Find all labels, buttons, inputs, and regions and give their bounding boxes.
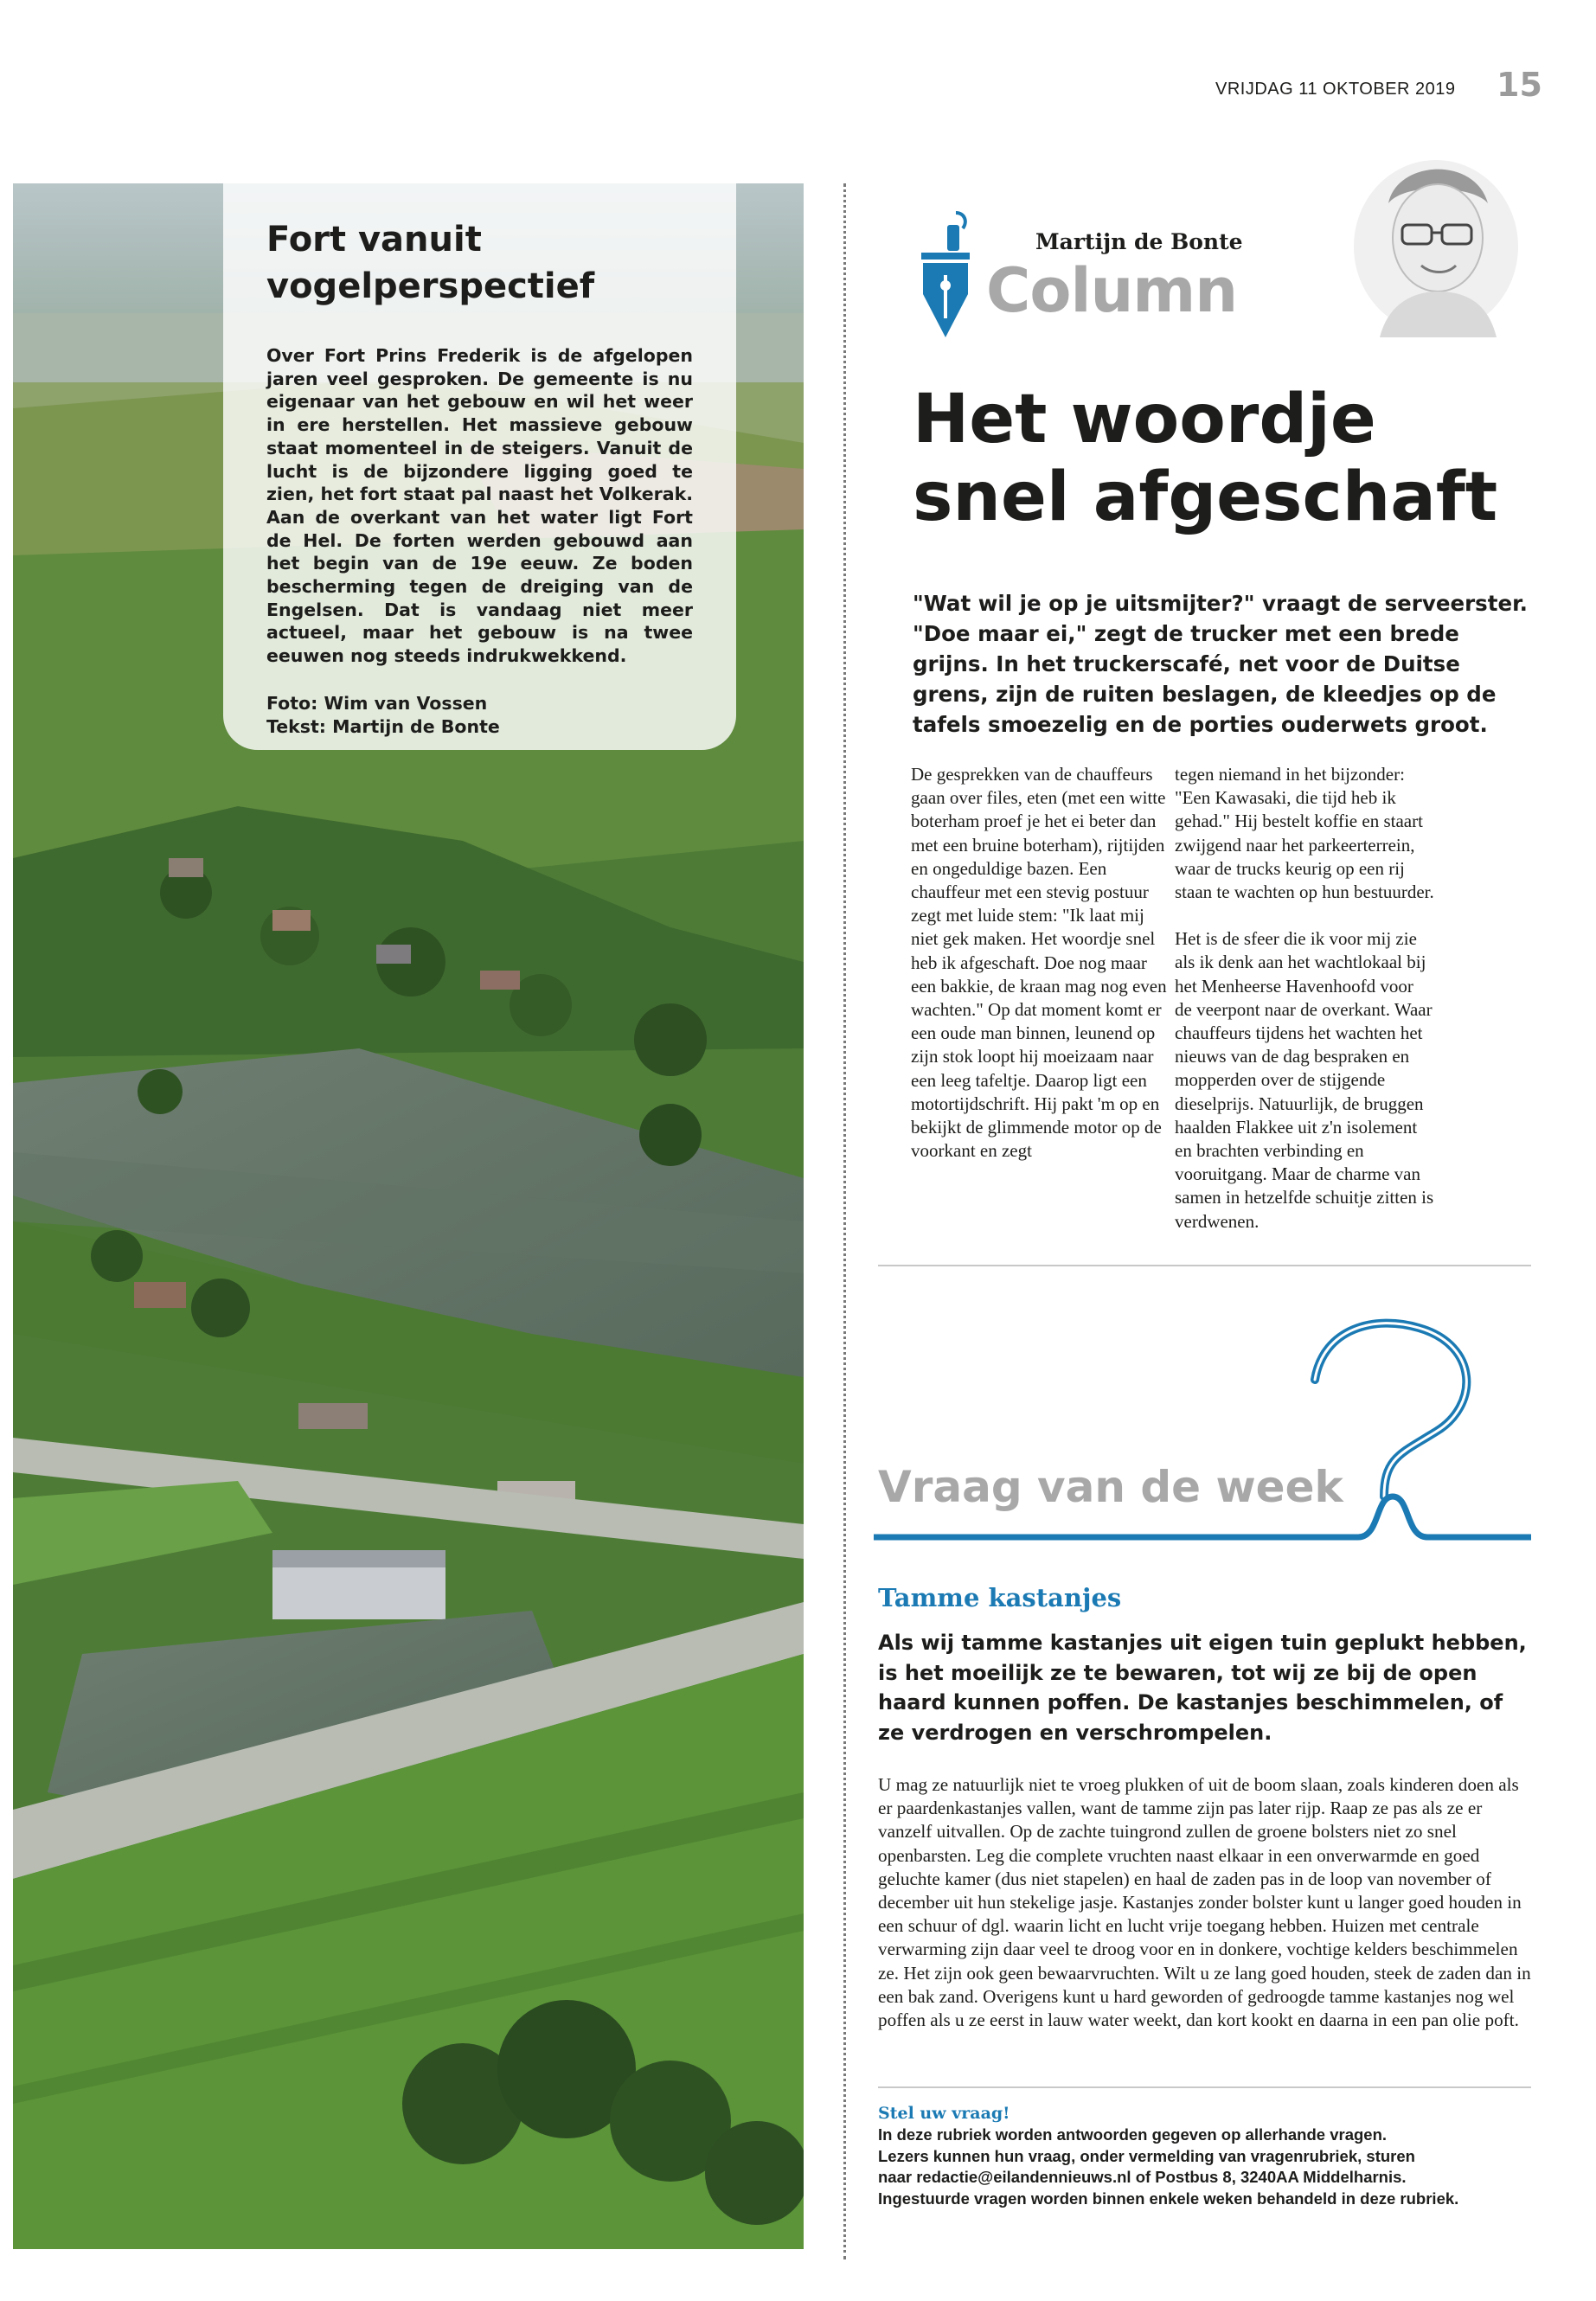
column-intro: "Wat wil je op je uitsmijter?" vraagt de serveerster. "Doe maar ei," zegt de trucker met een brede grijns. In het truckerscafé, net voor de Duitse grens, zijn de ruiten beslagen, de kleedjes op de tafels smoezelig en de porties ouderwets groot. (913, 591, 1528, 737)
column-divider (843, 183, 846, 2259)
ask-line: In deze rubriek worden antwoorden gegeven op allerhande vragen. (878, 2125, 1388, 2144)
text-credit: Tekst: Martijn de Bonte (266, 715, 500, 737)
question-title: Tamme kastanjes (878, 1583, 1122, 1612)
page-number: 15 (1497, 66, 1542, 104)
question-answer: U mag ze natuurlijk niet te vroeg plukken of uit de boom slaan, zoals kinderen doen als er paardenkastanjes vallen, want de tamme zijn pas later rijp. Raap ze pas als ze er vanzelf uitvallen. Op de zachte tuingrond zullen de groene bolsters niet zo snel openbarsten. Leg die complete vruchten naast elkaar in een onverwarmde en goed geluchte kamer (dus niet stapelen) en haal de zaden pas in de loop van november of december uit hun stekelige jasje. Kastanjes zonder bolster kunt u langer goed houden in een schuur of dgl. waarin licht en lucht vrije toegang hebben. Huizen met centrale verwarming zijn daar veel te droog voor en in donkere, vochtige kelders beschimmelen ze. Het zijn ook geen bewaarvruchten. Wilt u ze lang goed houden, steek de zaden dan in een bak zand. Overigens kunt u hard geworden of gedroogde tamme kastanjes nog wel poffen als u ze eerst in lauw water weekt, dan kort kookt en daarna in een pan olie poft. (878, 1774, 1531, 2031)
photo-caption-box (223, 183, 736, 750)
column-label: Column (986, 255, 1238, 326)
ask-line: Ingestuurde vragen worden binnen enkele weken behandeld in deze rubriek. (878, 2189, 1459, 2208)
column-body-right (1175, 763, 1434, 1234)
ask-line: Lezers kunnen hun vraag, onder vermelding van vragenrubriek, sturen (878, 2146, 1415, 2165)
ask-text (878, 2125, 1535, 2209)
photo-feature-text: Over Fort Prins Frederik is de afgelopen jaren veel gesproken. De gemeente is nu eigenaar van het gebouw en wil het weer in ere herstellen. Het massieve gebouw staat momenteel in de steigers. Vanuit de lucht is de bijzondere ligging goed te zien, het fort staat pal naast het Volkerak. Aan de overkant van het water ligt Fort de Hel. De forten werden gebouwd aan het begin van de 19e eeuw. Ze boden bescherming tegen de dreiging van de Engelsen. Dat is vandaag niet meer actueel, maar het gebouw is na twee eeuwen nog steeds indrukwekkend. (266, 345, 693, 667)
column-title: Het woordje snel afgeschaft (913, 381, 1498, 536)
column-body-left (911, 763, 1170, 1163)
column-paragraph: De gesprekken van de chauffeurs gaan over files, eten (met een witte boterham proef je het ei beter dan met een bruine boterham), rijtijden en ongeduldige bazen. Een chauffeur met een stevig postuur zegt met luide stem: "Ik laat mij niet gek maken. Het woordje snel heb ik afgeschaft. Doe nog maar een bakkie, de kraan mag nog even wachten." Op dat moment komt er een oude man binnen, leunend op zijn stok loopt hij moeizaam naar een leeg tafeltje. Daarop ligt een motortijdschrift. Hij pakt 'm op en bekijkt de glimmende motor op de voorkant en zegt (911, 764, 1167, 1162)
section-divider (878, 2086, 1531, 2088)
column-paragraph: tegen niemand in het bijzonder: "Een Kawasaki, die tijd heb ik gehad." Hij bestelt koffie en staart zwijgend naar het parkeerterrein, waar de trucks keurig op een rij staan te wachten op hun bestuurder. (1175, 764, 1434, 903)
ask-title: Stel uw vraag! (878, 2104, 1010, 2123)
issue-date: VRIJDAG 11 OKTOBER 2019 (1215, 80, 1456, 99)
ask-line: naar redactie@eilandennieuws.nl of Postbus 8, 3240AA Middelharnis. (878, 2168, 1407, 2186)
question-section-label: Vraag van de week (878, 1462, 1343, 1512)
question-intro: Als wij tamme kastanjes uit eigen tuin geplukt hebben, is het moeilijk ze te bewaren, tot wij ze bij de open haard kunnen poffen. De kastanjes beschimmelen, of ze verdrogen en verschrompelen. (878, 1631, 1527, 1745)
author-portrait (1345, 143, 1527, 337)
column-paragraph: Het is de sfeer die ik voor mij zie als ik denk aan het wachtlokaal bij het Menheerse Havenhoofd voor de veerpont naar de overkant. Waar chauffeurs tijdens het wachten het nieuws van de dag bespraken en mopperden over de stijgende dieselprijs. Natuurlijk, de bruggen haalden Flakkee uit z'n isolement en brachten verbinding en vooruitgang. Maar de charme van samen in hetzelfde schuitje zitten is verdwenen. (1175, 928, 1434, 1232)
photo-feature-title: Fort vanuit vogelperspectief (266, 220, 595, 306)
photo-feature-credits (266, 692, 693, 738)
question-mark-icon (874, 1311, 1531, 1553)
fountain-pen-icon (913, 208, 973, 339)
photo-credit: Foto: Wim van Vossen (266, 692, 488, 714)
section-divider (878, 1265, 1531, 1266)
column-author: Martijn de Bonte (1035, 229, 1243, 254)
